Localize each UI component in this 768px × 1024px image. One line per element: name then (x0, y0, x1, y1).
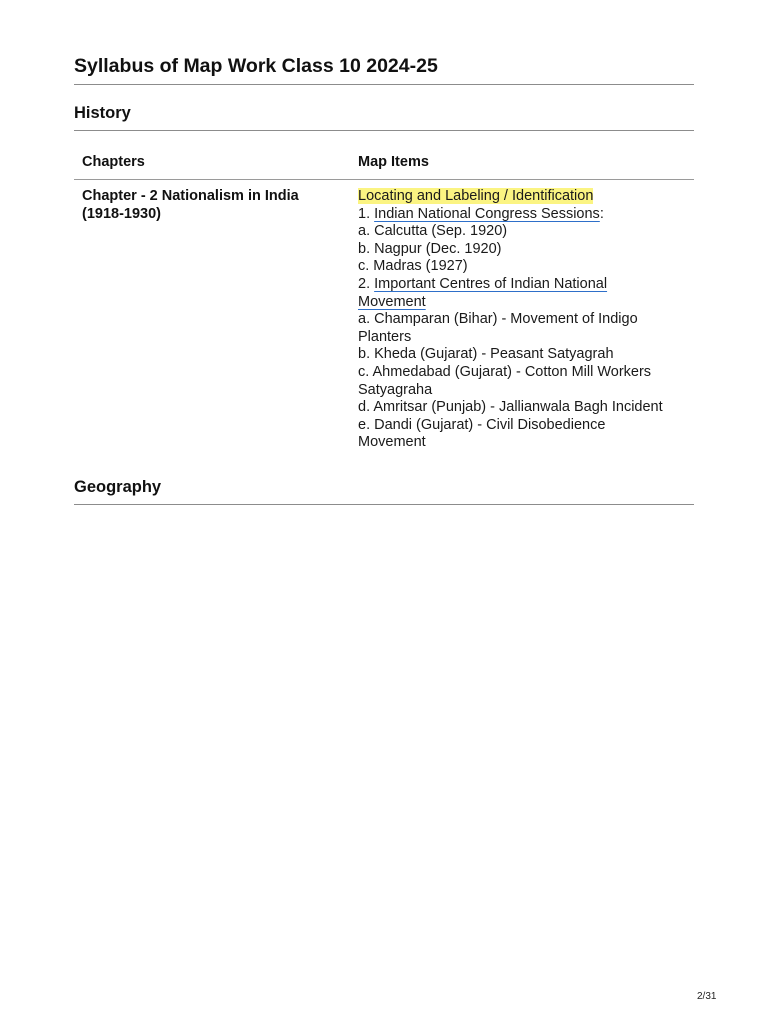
map-item-2-continued (358, 294, 694, 312)
map-item-2b: b. Kheda (Gujarat) - Peasant Satyagrah (358, 346, 614, 363)
map-items-cell (358, 188, 694, 452)
title-divider (74, 84, 694, 85)
geography-divider (74, 504, 694, 505)
item-1-colon: : (599, 205, 604, 222)
map-item-2a-continued: Planters (358, 328, 412, 345)
table-row (74, 180, 694, 460)
map-items-heading-line (358, 188, 694, 206)
important-centres-link[interactable]: Important Centres of Indian National (374, 275, 608, 292)
page-number: 2/31 (697, 991, 717, 1002)
item-2-number: 2. (358, 275, 375, 292)
table-header-row (74, 145, 694, 180)
map-item-1 (358, 206, 694, 224)
geography-heading: Geography (74, 478, 162, 496)
map-item-2e: e. Dandi (Gujarat) - Civil Disobedience (358, 416, 606, 433)
highlighted-heading: Locating and Labeling / Identification (358, 188, 594, 204)
history-divider (74, 130, 694, 131)
page-title: Syllabus of Map Work Class 10 2024-25 (74, 55, 438, 77)
map-item-2a: a. Champaran (Bihar) - Movement of Indigo (358, 311, 638, 328)
map-item-2d: d. Amritsar (Punjab) - Jallianwala Bagh Incident (358, 399, 663, 416)
congress-sessions-link[interactable]: Indian National Congress Sessions (374, 205, 600, 222)
map-item-1c: c. Madras (1927) (358, 258, 468, 275)
item-1-number: 1. (358, 205, 375, 222)
chapter-name: Chapter - 2 Nationalism in India (82, 188, 299, 204)
map-item-1a: a. Calcutta (Sep. 1920) (358, 223, 508, 240)
map-item-1b: b. Nagpur (Dec. 1920) (358, 240, 502, 257)
map-item-2c-continued: Satyagraha (358, 381, 433, 398)
chapter-cell (82, 188, 342, 223)
map-item-2e-continued: Movement (358, 434, 426, 451)
map-item-2c: c. Ahmedabad (Gujarat) - Cotton Mill Workers (358, 363, 652, 380)
important-centres-link-continued[interactable]: Movement (358, 293, 426, 310)
map-item-2 (358, 276, 694, 294)
history-heading: History (74, 104, 131, 122)
map-work-table (74, 145, 694, 460)
map-items-column-header: Map Items (358, 154, 429, 170)
chapter-years: (1918-1930) (82, 205, 161, 222)
chapters-column-header: Chapters (82, 154, 145, 170)
